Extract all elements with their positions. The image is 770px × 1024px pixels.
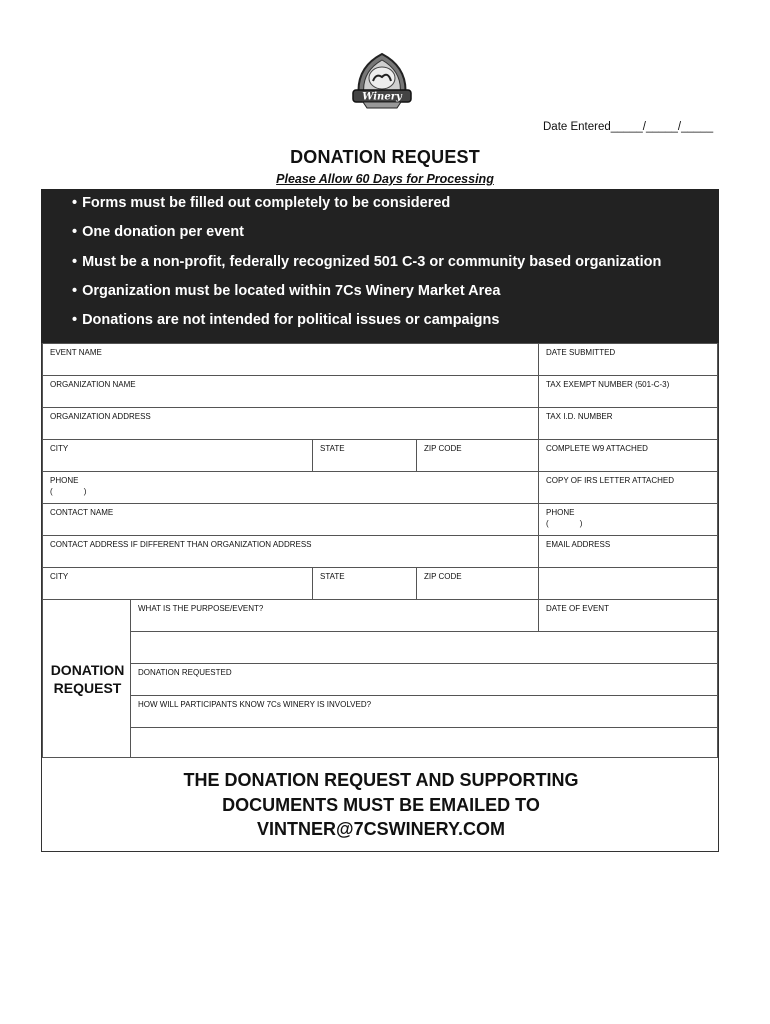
copy-irs-letter-field[interactable]: COPY OF IRS LETTER ATTACHED	[538, 471, 718, 504]
logo-text: Winery	[362, 91, 402, 103]
winery-logo-icon	[349, 48, 415, 112]
donation-requested-field[interactable]: DONATION REQUESTED	[130, 663, 718, 696]
rule-item: • Must be a non-profit, federally recognized 501 C-3 or community based organization	[72, 252, 719, 281]
blank-field[interactable]	[538, 567, 718, 600]
email-link[interactable]: VINTNER@7CSWINERY.COM	[257, 819, 505, 839]
date-submitted-field[interactable]: DATE SUBMITTED	[538, 343, 718, 376]
zip-code-field[interactable]: ZIP CODE	[416, 439, 539, 472]
date-entered: Date Entered_____/_____/_____	[543, 121, 714, 133]
complete-w9-field[interactable]: COMPLETE W9 ATTACHED	[538, 439, 718, 472]
contact-name-field[interactable]: CONTACT NAME	[42, 503, 539, 536]
page-title: DONATION REQUEST	[290, 147, 480, 167]
zip-code-field-2[interactable]: ZIP CODE	[416, 567, 539, 600]
page-subtitle: Please Allow 60 Days for Processing	[276, 172, 494, 186]
rule-item: • Organization must be located within 7Cs Winery Market Area	[72, 281, 719, 310]
tax-exempt-number-field[interactable]: TAX EXEMPT NUMBER (501-C-3)	[538, 375, 718, 408]
event-name-field[interactable]: EVENT NAME	[42, 343, 539, 376]
participants-know-field[interactable]: HOW WILL PARTICIPANTS KNOW 7Cs WINERY IS INVOLVED?	[130, 695, 718, 728]
donation-request-label: DONATION REQUEST	[50, 662, 125, 696]
donation-form	[41, 343, 719, 852]
rule-item: • Forms must be filled out completely to be considered	[72, 193, 719, 222]
email-instructions: THE DONATION REQUEST AND SUPPORTING DOCUMENTS MUST BE EMAILED TO VINTNER@7CSWINERY.COM	[42, 768, 720, 842]
rules-box	[41, 189, 719, 343]
purpose-event-field[interactable]: WHAT IS THE PURPOSE/EVENT?	[130, 599, 539, 632]
email-address-field[interactable]: EMAIL ADDRESS	[538, 535, 718, 568]
contact-address-field[interactable]: CONTACT ADDRESS IF DIFFERENT THAN ORGANIZATION ADDRESS	[42, 535, 539, 568]
contact-phone-field[interactable]: PHONE ( )	[538, 503, 718, 536]
rule-item: • Donations are not intended for political issues or campaigns	[72, 310, 719, 339]
tax-id-number-field[interactable]: TAX I.D. NUMBER	[538, 407, 718, 440]
purpose-event-continued-field[interactable]	[130, 631, 718, 664]
organization-name-field[interactable]: ORGANIZATION NAME	[42, 375, 539, 408]
state-field-2[interactable]: STATE	[312, 567, 417, 600]
state-field[interactable]: STATE	[312, 439, 417, 472]
date-of-event-field[interactable]: DATE OF EVENT	[538, 599, 718, 632]
city-field-2[interactable]: CITY	[42, 567, 313, 600]
participants-know-continued-field[interactable]	[130, 727, 718, 758]
rule-item: • One donation per event	[72, 222, 719, 251]
phone-field[interactable]: PHONE ( )	[42, 471, 539, 504]
donation-request-section	[42, 599, 131, 758]
city-field[interactable]: CITY	[42, 439, 313, 472]
organization-address-field[interactable]: ORGANIZATION ADDRESS	[42, 407, 539, 440]
